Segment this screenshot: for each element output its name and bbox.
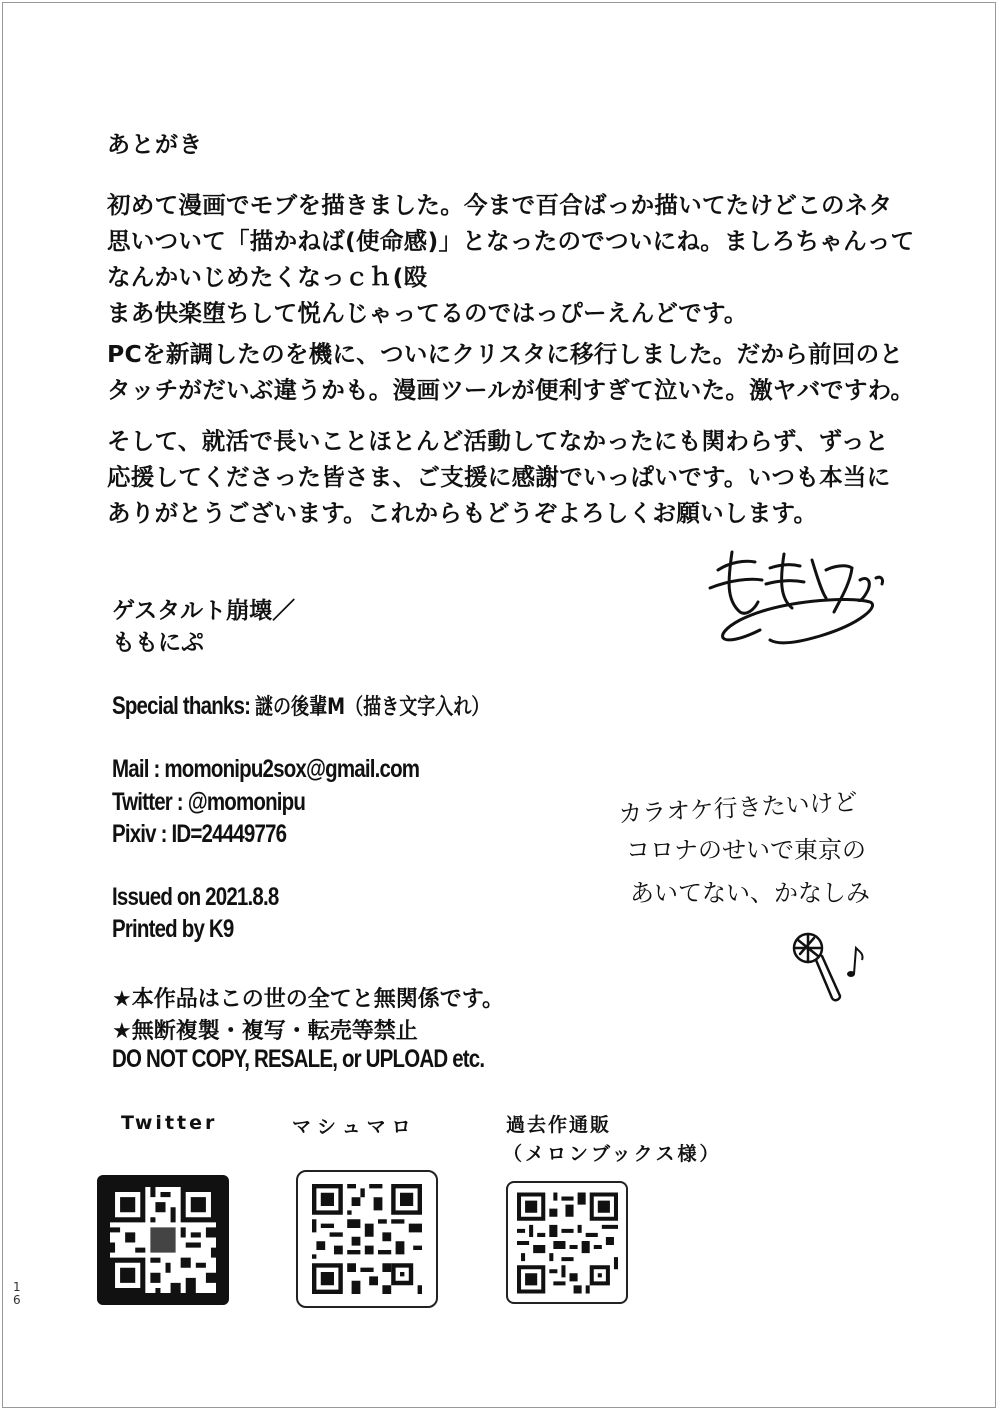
twitter-qr-code[interactable] (97, 1175, 229, 1305)
paragraph-1 (107, 187, 927, 331)
paragraph-line: 思いついて「描かねば(使命感)」となったのでついにね。ましろちゃんって (107, 227, 915, 255)
qr-code-icon (517, 1192, 618, 1294)
paragraph-line: PCを新調したのを機に、ついにクリスタに移行しました。だから前回のと (107, 340, 904, 368)
pixiv-contact: Pixiv : ID=24449776 (112, 820, 287, 848)
disclaimer-note: ★本作品はこの世の全てと無関係です。 (112, 987, 504, 1012)
shop-qr-code[interactable] (506, 1181, 628, 1304)
page-number-digit: 6 (13, 1293, 21, 1307)
qr-label-shop: 過去作通販 (506, 1114, 612, 1136)
mail-contact: Mail : momonipu2sox@gmail.com (112, 755, 420, 783)
special-thanks-value: 謎の後輩M（描き文字入れ） (254, 695, 490, 720)
special-thanks-label: Special thanks: (112, 692, 251, 720)
paragraph-line: なんかいじめたくなっｃｈ(殴 (107, 263, 428, 291)
paragraph-line: まあ快楽堕ちして悦んじゃってるのではっぴーえんどです。 (107, 299, 748, 327)
circle-name: ゲスタルト崩壊／ (112, 598, 296, 624)
special-thanks (112, 690, 489, 721)
paragraph-line: ありがとうございます。これからもどうぞよろしくお願いします。 (107, 499, 818, 527)
marshmallow-qr-code[interactable] (296, 1170, 438, 1308)
qr-label-marshmallow: マシュマロ (292, 1116, 417, 1138)
qr-label-shop-sub: （メロンブックス様） (503, 1143, 722, 1165)
paragraph-line: そして、就活で長いことほとんど活動してなかったにも関わらず、ずっと (107, 427, 889, 455)
handwritten-note-line: コロナのせいで東京の (626, 836, 866, 864)
do-not-copy-notice: DO NOT COPY, RESALE, or UPLOAD etc. (112, 1045, 485, 1073)
qr-code-icon (308, 1184, 426, 1294)
twitter-contact: Twitter : @momonipu (112, 788, 306, 816)
paragraph-line: 応援してくださった皆さま、ご支援に感謝でいっぱいです。いつも本当に (107, 463, 891, 491)
paragraph-line: タッチがだいぶ違うかも。漫画ツールが便利すぎて泣いた。激ヤバですわ。 (107, 376, 915, 404)
microphone-icon (788, 928, 878, 1008)
copy-prohibition-note: ★無断複製・複写・転売等禁止 (112, 1019, 418, 1044)
issued-date: Issued on 2021.8.8 (112, 883, 279, 911)
qr-label-twitter: Twitter (121, 1112, 218, 1134)
signature-image (700, 540, 890, 660)
paragraph-3 (107, 423, 927, 531)
qr-code-icon (109, 1187, 217, 1293)
afterword-heading: あとがき (107, 132, 203, 158)
author-name: ももにぷ (112, 630, 204, 656)
printer-info: Printed by K9 (112, 915, 234, 943)
page-number-digit: 1 (13, 1280, 21, 1294)
handwritten-note-line: カラオケ行きたいけど (617, 787, 859, 829)
paragraph-line: 初めて漫画でモブを描きました。今まで百合ばっか描いてたけどこのネタ (107, 191, 893, 219)
paragraph-2 (107, 336, 927, 408)
handwritten-note-line: あいてない、かなしみ (630, 879, 870, 907)
